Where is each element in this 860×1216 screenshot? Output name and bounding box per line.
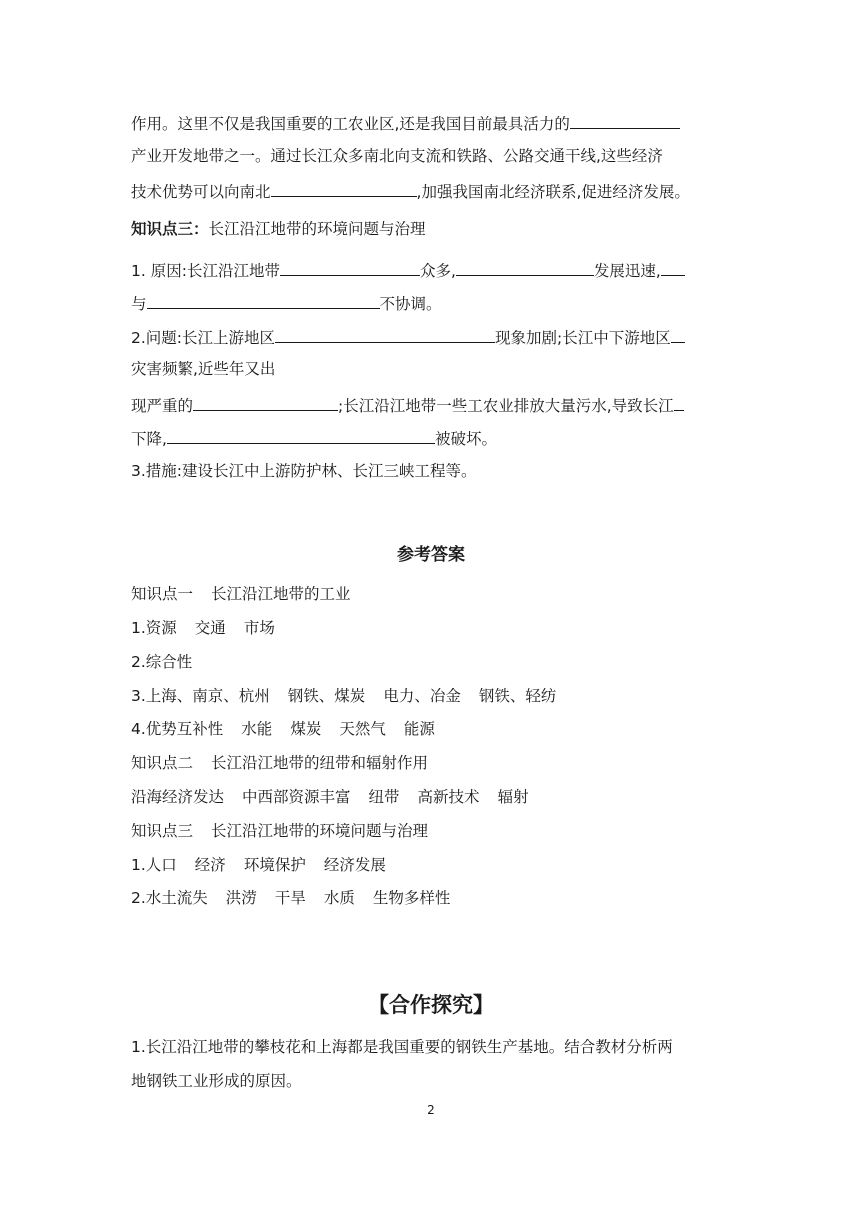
answer-line: [131, 685, 556, 707]
answer-item: 环境保护: [243, 856, 306, 874]
answer-item: 电力、冶金: [383, 687, 461, 705]
text-segment: 知识点三: [131, 822, 194, 840]
text-segment: 作用。这里不仅是我国重要的工农业区,还是我国目前最具活力的: [131, 115, 570, 133]
measure-line: 3.措施:建设长江中上游防护林、长江三峡工程等。: [131, 462, 477, 480]
answer-item: 4.优势互补性: [131, 720, 224, 738]
fill-blank[interactable]: [456, 258, 594, 276]
text-segment: 2.问题:长江上游地区: [131, 329, 276, 347]
answer-item: 钢铁、轻纺: [478, 687, 557, 705]
problem-line-3: [131, 393, 684, 415]
answer-item: 经济发展: [323, 856, 386, 874]
question-line: 1.长江沿江地带的攀枝花和上海都是我国重要的钢铁生产基地。结合教材分析两: [131, 1038, 673, 1056]
text-segment: 现严重的: [131, 397, 194, 415]
answer-item: 水能: [241, 720, 273, 738]
answer-item: 1.资源: [131, 619, 177, 637]
fill-blank[interactable]: [661, 258, 685, 276]
text-segment: 1. 原因:长江沿江地带: [131, 262, 280, 280]
section-title: [131, 218, 426, 240]
fill-blank[interactable]: [570, 111, 680, 129]
section-title-label: 知识点三：: [131, 220, 209, 238]
text-segment: 被破坏。: [434, 430, 497, 448]
answer-item: 沿海经济发达: [131, 788, 225, 806]
cause-line: [131, 258, 685, 280]
text-segment: 众多,: [419, 262, 456, 280]
answer-item: 能源: [403, 720, 435, 738]
answers-heading: 参考答案: [397, 545, 465, 565]
answer-line: [131, 718, 435, 740]
answer-line: [131, 617, 275, 639]
answer-line: [131, 887, 450, 909]
answer-section-title: [131, 583, 351, 605]
problem-line-2: 灾害频繁,近些年又出: [131, 360, 276, 378]
answer-section-title: [131, 820, 428, 842]
text-segment: 长江沿江地带的工业: [211, 585, 351, 603]
text-segment: 与: [131, 295, 147, 313]
question-line: 地钢铁工业形成的原因。: [131, 1072, 302, 1090]
answer-item: 2.水土流失: [131, 889, 208, 907]
problem-line: [131, 325, 685, 347]
fill-blank[interactable]: [275, 325, 495, 343]
answer-item: 辐射: [497, 788, 529, 806]
fill-blank[interactable]: [280, 258, 420, 276]
text-segment: ,加强我国南北经济联系,促进经济发展。: [416, 183, 690, 201]
answer-item: 钢铁、煤炭: [287, 687, 366, 705]
text-segment: ;长江沿江地带一些工农业排放大量污水,导致长江: [338, 397, 674, 415]
text-segment: 不协调。: [379, 295, 442, 313]
cause-line-2: [131, 291, 442, 313]
answer-item: 3.上海、南京、杭州: [131, 687, 270, 705]
coop-heading: 【合作探究】: [368, 993, 494, 1017]
text-line: 产业开发地带之一。通过长江众多南北向支流和铁路、公路交通干线,这些经济: [131, 147, 663, 165]
answer-item: 水质: [323, 889, 355, 907]
fill-blank[interactable]: [671, 325, 685, 343]
section-title-text: 长江沿江地带的环境问题与治理: [208, 220, 426, 238]
text-segment: 知识点一: [131, 585, 194, 603]
answer-item: 市场: [243, 619, 275, 637]
text-segment: 现象加剧;长江中下游地区: [495, 329, 671, 347]
answer-item: 高新技术: [417, 788, 480, 806]
answer-item: 交通: [194, 619, 226, 637]
answer-line: [131, 786, 529, 808]
fill-blank[interactable]: [271, 179, 417, 197]
fill-blank[interactable]: [193, 393, 338, 411]
text-segment: 技术优势可以向南北: [131, 183, 271, 201]
answer-item: 1.人口: [131, 856, 177, 874]
answer-section-title: [131, 752, 428, 774]
text-line: [131, 111, 680, 133]
answer-item: 洪涝: [225, 889, 257, 907]
fill-blank[interactable]: [147, 291, 380, 309]
answer-item: 干旱: [274, 889, 306, 907]
answer-line: 2.综合性: [131, 653, 193, 671]
answer-line: [131, 854, 386, 876]
fill-blank[interactable]: [674, 393, 684, 411]
page-number: 2: [427, 1103, 435, 1117]
text-segment: 长江沿江地带的纽带和辐射作用: [211, 754, 429, 772]
answer-item: 纽带: [368, 788, 400, 806]
answer-item: 天然气: [339, 720, 386, 738]
text-segment: 下降,: [131, 430, 167, 448]
fill-blank[interactable]: [167, 426, 435, 444]
answer-item: 中西部资源丰富: [242, 788, 351, 806]
problem-line-4: [131, 426, 497, 448]
answer-item: 经济: [194, 856, 226, 874]
answer-item: 煤炭: [290, 720, 322, 738]
text-segment: 发展迅速,: [593, 262, 661, 280]
text-line: [131, 179, 690, 201]
text-segment: 知识点二: [131, 754, 194, 772]
answer-item: 生物多样性: [372, 889, 451, 907]
text-segment: 长江沿江地带的环境问题与治理: [211, 822, 429, 840]
